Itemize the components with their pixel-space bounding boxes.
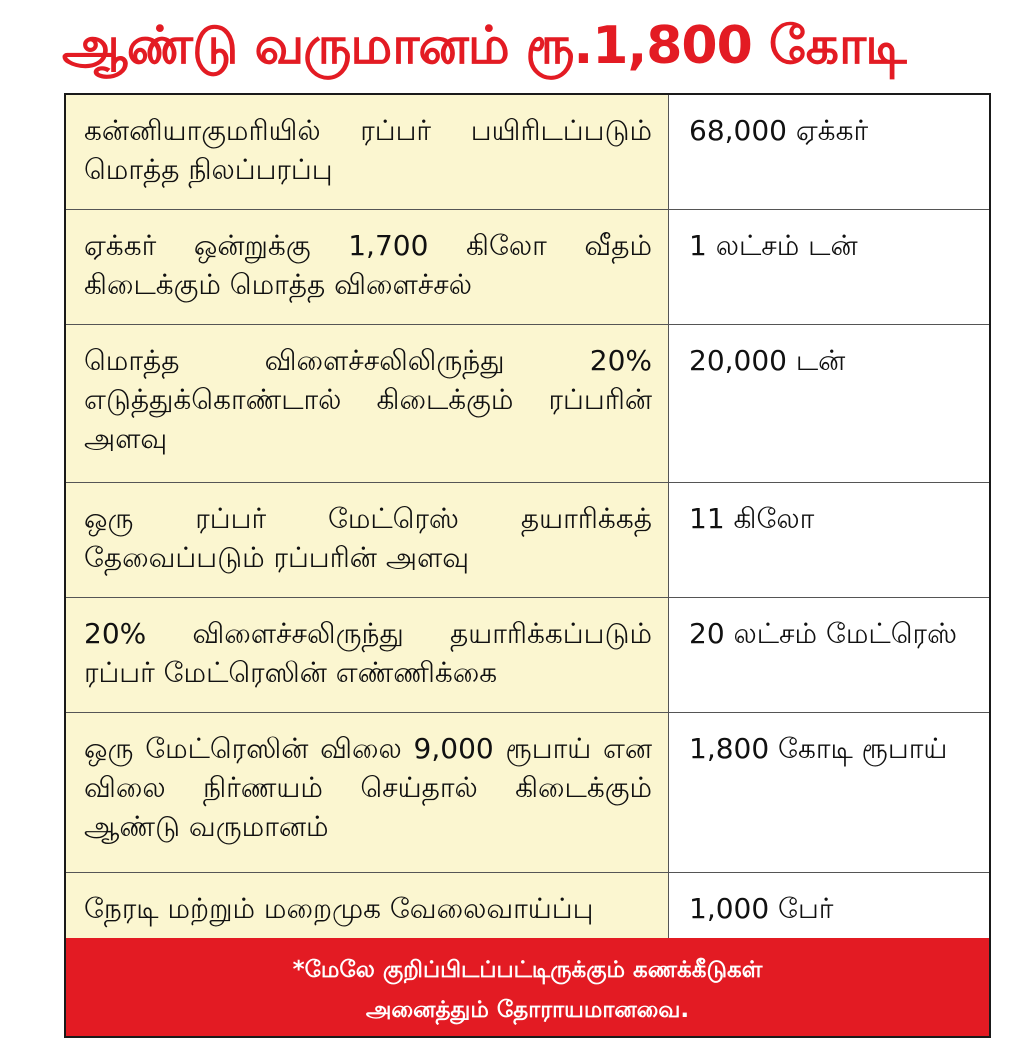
footnote-line-1: *மேலே குறிப்பிடப்பட்டிருக்கும் கணக்கீடுகள் xyxy=(292,957,763,983)
row-value: 1,800 கோடி ரூபாய் xyxy=(669,713,989,872)
table-row xyxy=(66,598,989,713)
table-row xyxy=(66,873,989,941)
row-value: 68,000 ஏக்கர் xyxy=(669,95,989,209)
row-label: ஒரு ரப்பர் மேட்ரெஸ் தயாரிக்கத் தேவைப்படும் ரப்பரின் அளவு xyxy=(66,483,669,597)
row-value: 20,000 டன் xyxy=(669,325,989,482)
row-value: 1 லட்சம் டன் xyxy=(669,210,989,324)
table-row xyxy=(66,713,989,873)
footnote-banner xyxy=(64,938,991,1038)
row-value: 20 லட்சம் மேட்ரெஸ் xyxy=(669,598,989,712)
row-label: 20% விளைச்சலிருந்து தயாரிக்கப்படும் ரப்பர் மேட்ரெஸின் எண்ணிக்கை xyxy=(66,598,669,712)
row-label: ஏக்கர் ஒன்றுக்கு 1,700 கிலோ வீதம் கிடைக்கும் மொத்த விளைச்சல் xyxy=(66,210,669,324)
row-value: 11 கிலோ xyxy=(669,483,989,597)
headline xyxy=(62,6,992,86)
table-row xyxy=(66,95,989,210)
table-row xyxy=(66,210,989,325)
row-value: 1,000 பேர் xyxy=(669,873,989,941)
row-label: ஒரு மேட்ரெஸின் விலை 9,000 ரூபாய் என விலை நிர்ணயம் செய்தால் கிடைக்கும் ஆண்டு வருமானம் xyxy=(66,713,669,872)
row-label: மொத்த விளைச்சலிலிருந்து 20% எடுத்துக்கொண்டால் கிடைக்கும் ரப்பரின் அளவு xyxy=(66,325,669,482)
headline-text: ஆண்டு வருமானம் ரூ.1,800 கோடி xyxy=(62,16,906,76)
row-label: நேரடி மற்றும் மறைமுக வேலைவாய்ப்பு xyxy=(66,873,669,941)
revenue-table xyxy=(64,93,991,943)
footnote-line-2: அனைத்தும் தோராயமானவை. xyxy=(365,997,690,1023)
table-row xyxy=(66,325,989,483)
table-row xyxy=(66,483,989,598)
row-label: கன்னியாகுமரியில் ரப்பர் பயிரிடப்படும் மொத்த நிலப்பரப்பு xyxy=(66,95,669,209)
